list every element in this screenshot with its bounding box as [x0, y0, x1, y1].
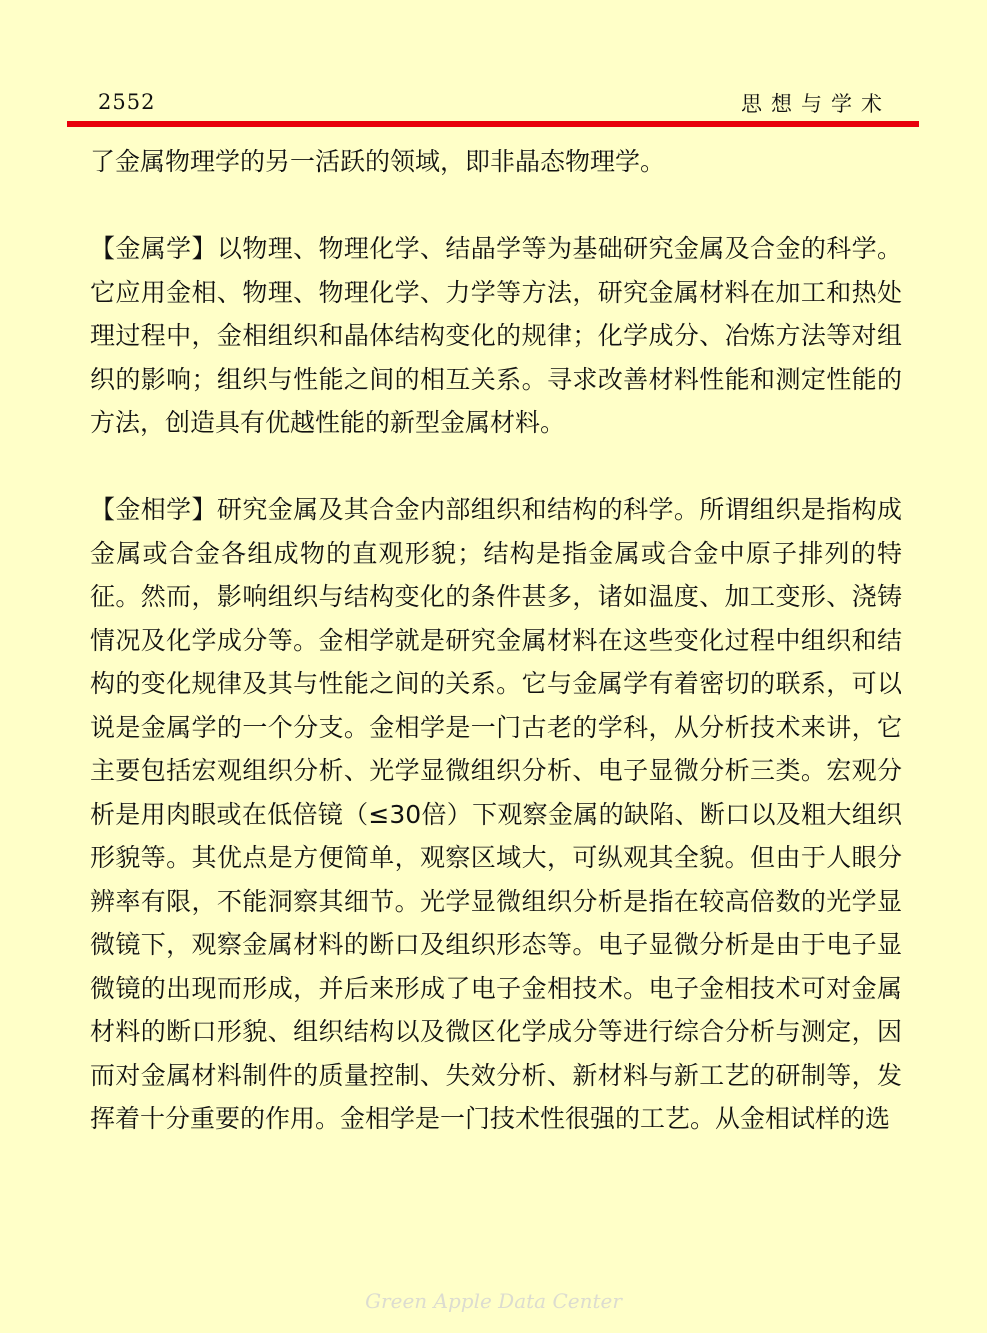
page-number: 2552: [98, 90, 156, 114]
watermark: Green Apple Data Center: [365, 1289, 622, 1313]
section-title: 思想与学术: [741, 92, 891, 116]
paragraph-gap: [90, 184, 902, 228]
paragraph-metallography: 【金相学】研究金属及其合金内部组织和结构的科学。所谓组织是指构成金属或合金各组成物的直观形貌；结构是指金属或合金中原子排列的特征。然而，影响组织与结构变化的条件甚多，诸如温度、加工变形、浇铸情况及化学成分等。金相学就是研究金属材料在这些变化过程中组织和结构的变化规律及其与性能之间的关系。它与金属学有着密切的联系，可以说是金属学的一个分支。金相学是一门古老的学科，从分析技术来讲，它主要包括宏观组织分析、光学显微组织分析、电子显微分析三类。宏观分析是用肉眼或在低倍镜（≤30倍）下观察金属的缺陷、断口以及粗大组织形貌等。其优点是方便简单，观察区域大，可纵观其全貌。但由于人眼分辨率有限，不能洞察其细节。光学显微组织分析是指在较高倍数的光学显微镜下，观察金属材料的断口及组织形态等。电子显微分析是由于电子显微镜的出现而形成，并后来形成了电子金相技术。电子金相技术可对金属材料的断口形貌、组织结构以及微区化学成分等进行综合分析与测定，因而对金属材料制件的质量控制、失效分析、新材料与新工艺的研制等，发挥着十分重要的作用。金相学是一门技术性很强的工艺。从金相试样的选: [90, 495, 902, 1133]
header-rule: [67, 121, 919, 127]
running-header: [90, 82, 899, 118]
paragraph-gap: [90, 445, 902, 489]
body-text: [90, 140, 902, 1141]
paragraph-intro: 了金属物理学的另一活跃的领域，即非晶态物理学。: [90, 147, 666, 176]
paragraph-metallurgy: 【金属学】以物理、物理化学、结晶学等为基础研究金属及合金的科学。它应用金相、物理、物理化学、力学等方法，研究金属材料在加工和热处理过程中，金相组织和晶体结构变化的规律；化学成分、冶炼方法等对组织的影响；组织与性能之间的相互关系。寻求改善材料性能和测定性能的方法，创造具有优越性能的新型金属材料。: [90, 234, 902, 437]
